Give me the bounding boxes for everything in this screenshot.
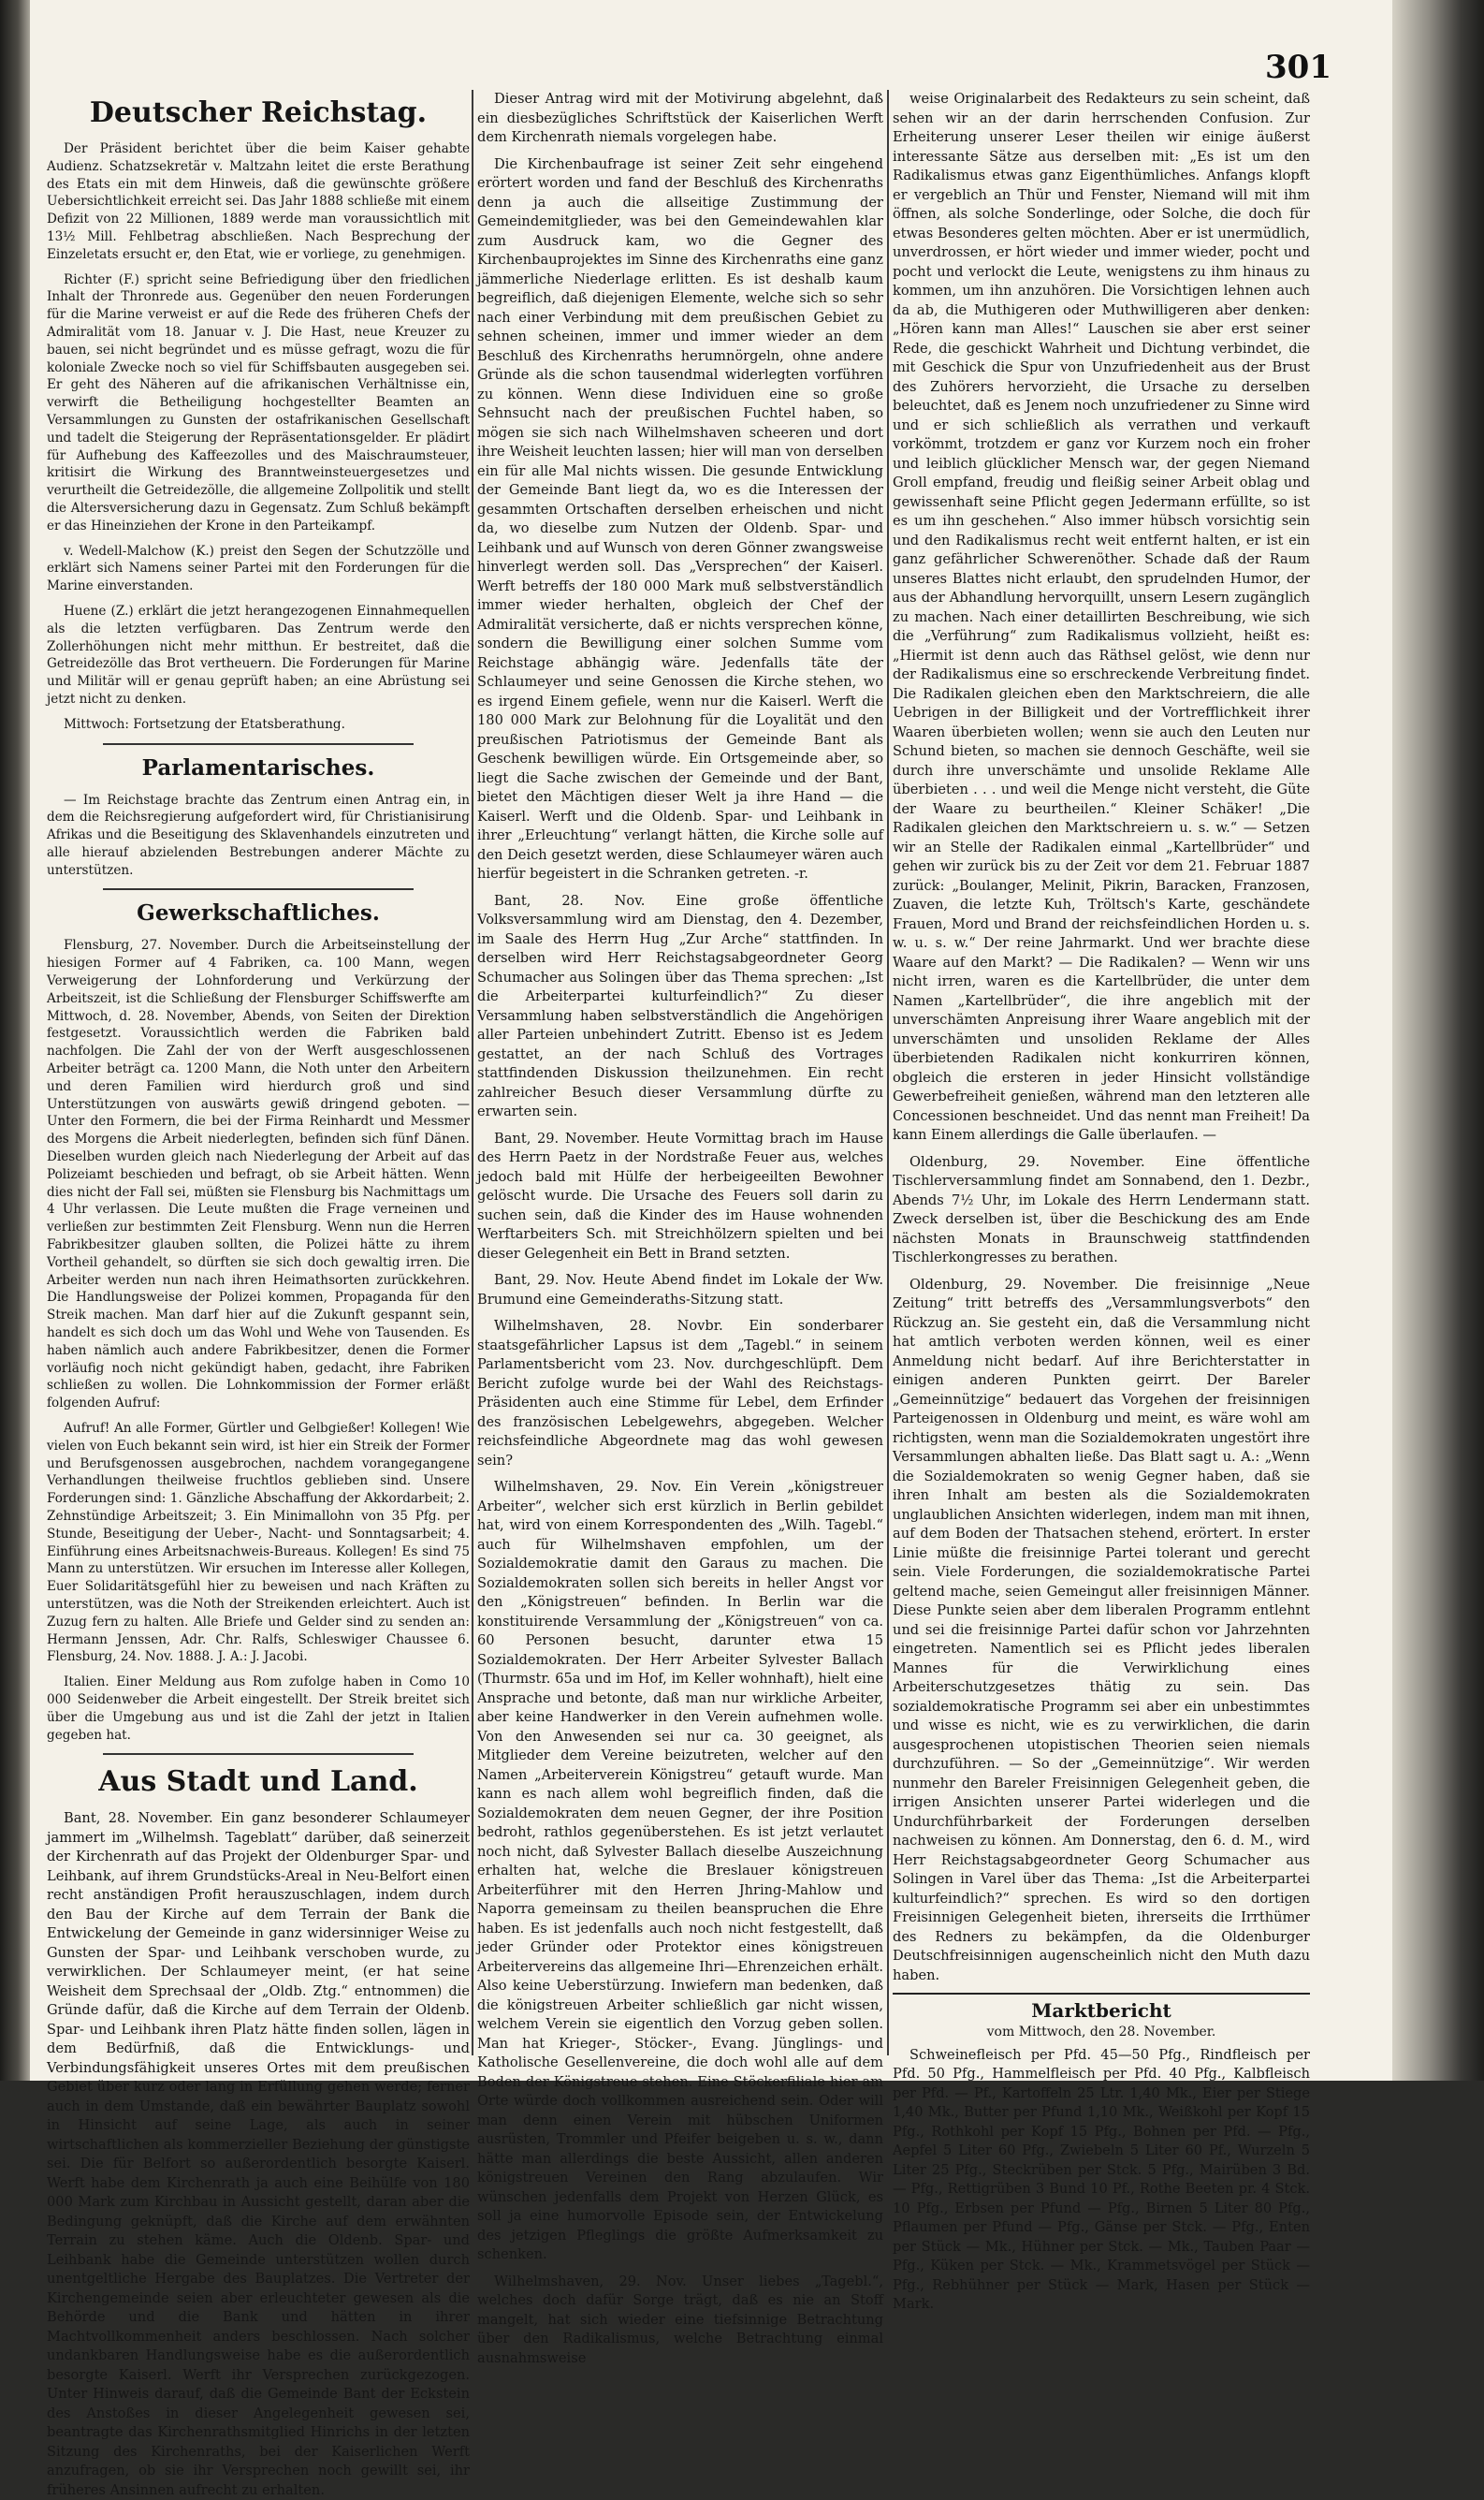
article-paragraph: — Im Reichstage brachte das Zentrum einen Antrag ein, in dem die Reichsregierung aufgefordert wird, für Christianisirung Afrikas und die Beseitigung des Sklavenhandels einzutreten und alle hierauf abzielenden Bestrebungen anderer Mächte zu unterstützen. [47,792,470,878]
page-number: 301 [1265,49,1331,86]
binding-shadow [0,0,30,2081]
market-report-heading: Marktbericht [893,1993,1310,2023]
article-paragraph: Huene (Z.) erklärt die jetzt herangezogenen Einnahmequellen als die letzten verfügbaren. Das Zentrum werde den Zollerhöhungen nicht mehr mitthun. Er bestreitet, daß die Getreidezölle das Brot vertheuern. Die Forderungen für Marine und Militär will er genau geprüft haben; an eine Abrüstung sei jetzt nicht zu denken. [47,603,470,707]
page-edge-stack [1392,0,1484,2081]
article-paragraph: Wilhelmshaven, 29. Nov. Unser liebes „Tagebl.“, welches doch dafür Sorge trägt, daß es nie an Stoff mangelt, hat sich wieder eine tiefsinnige Betrachtung über den Radikalismus, welche Betrachtung einmal ausnahmsweise [477,2273,883,2366]
column-3 [893,90,1310,2312]
section-heading-gewerkschaftliches: Gewerkschaftliches. [137,900,380,927]
section-heading-parlamentarisches: Parlamentarisches. [141,754,375,781]
article-paragraph: Flensburg, 27. November. Durch die Arbeitseinstellung der hiesigen Former auf 4 Fabriken, ca. 100 Mann, wegen Verweigerung der Lohnforderung und Verkürzung der Arbeitszeit, ist die Schließung der Flensburger Schiffswerfte am Mittwoch, d. 28. November, Abends, von Seiten der Direktion festgesetzt. Voraussichtlich werden die Fabriken bald nachfolgen. Die Zahl der von der Werft ausgeschlossenen Arbeiter beträgt ca. 1200 Mann, die Noth unter den Arbeitern und deren Familien wird hierdurch groß und sind Unterstützungen von auswärts gewiß dringend geboten. — Unter den Formern, die bei der Firma Reinhardt und Messmer des Morgens die Arbeit niederlegten, befinden sich fünf Dänen. Dieselben wurden gleich nach Niederlegung der Arbeit auf das Polizeiamt beschieden und befragt, ob sie Arbeit hätten. Wenn dies nicht der Fall sei, müßten sie Flensburg bis Nachmittags um 4 Uhr verlassen. Die Leute mußten die Frage verneinen und verließen zur bestimmten Zeit Flensburg. Wenn nun die Herren Fabrikbesitzer glauben sollten, die Polizei hätte zu ihrem Vortheil gehandelt, so dürften sie sich doch gewaltig irren. Die Arbeiter werden nun nach ihren Heimathsorten zurückkehren. Die Handlungsweise der Polizei kommen, Propaganda für den Streik machen. Man darf hier auf die Zukunft gespannt sein, handelt es sich doch um das Wohl und Wehe von Tausenden. Es haben nämlich auch andere Fabrikbesitzer, denen die Former vorläufig noch nicht gekündigt haben, gedacht, ihre Fabriken schließen zu wollen. Die Lohnkommission der Former erläßt folgenden Aufruf: [47,938,470,1411]
article-paragraph: v. Wedell-Malchow (K.) preist den Segen der Schutzzölle und erklärt sich Namens seiner Partei mit den Forderungen für die Marine einverstanden. [47,543,470,594]
article-paragraph: Bant, 28. November. Ein ganz besonderer Schlaumeyer jammert im „Wilhelmsh. Tageblatt“ darüber, daß seinerzeit der Kirchenrath auf das Projekt der Oldenburger Spar- und Leihbank, auf ihrem Grundstücks-Areal in Neu-Belfort einen recht anständigen Profit herauszuschlagen, indem durch den Bau der Kirche auf dem Terrain der Bank die Entwickelung der Gemeinde in ganz widersinniger Weise zu Gunsten der Spar- und Leihbank verschoben wurde, zu verwirklichen. Der Schlaumeyer meint, (er hat seine Weisheit dem Sprechsaal der „Oldb. Ztg.“ entnommen) die Gründe dafür, daß die Kirche auf dem Terrain der Oldenb. Spar- und Leihbank ihren Platz hätte finden sollen, lägen in dem Bedürfniß, daß die Entwicklungs- und Verbindungsfähigkeit unseres Ortes mit dem preußischen Gebiet über kurz oder lang in Erfüllung gehen werde; ferner auch in dem Umstande, daß ein bewährter Bauplatz sowohl in Hinsicht auf seine Lage, als auch in seiner wirtschaftlichen als kommerzieller Beziehung der günstigste sei. Die für Belfort so außerordentlich besorgte Kaiserl. Werft habe dem Kirchenrath ja auch eine Beihülfe von 180 000 Mark zum Kirchbau in Aussicht gestellt, daran aber die Bedingung geknüpft, daß die Kirche auf dem erwähnten Terrain zu stehen käme. Auch die Oldenb. Spar- und Leihbank habe die Gemeinde unterstützen wollen durch unentgeltliche Hergabe des Bauplatzes. Die Vertreter der Kirchengemeinde seien aber erleuchteter gewesen als die Behörde und die Bank und hätten in ihrer Machtvollkommenheit anders beschlossen. Nach solcher undankbaren Handlungsweise habe es die außerordentlich besorgte Kaiserl. Werft ihr Versprechen zurückgezogen. Unter Hinweis darauf, daß die Gemeinde Bant der Eckstein des Anstoßes in dieser Angelegenheit gewesen sei, beantragte das Kirchenrathsmitglied Hinrichs in der letzten Sitzung des Kirchenraths, bei der Kaiserlichen Werft anzufragen, ob sie ihr Versprechen noch gewillt sei, ihr früheres Ansinnen aufrecht zu erhalten. [47,1810,470,2498]
article-paragraph: Oldenburg, 29. November. Die freisinnige „Neue Zeitung“ tritt betreffs des „Versammlungsverbots“ den Rückzug an. Sie gesteht ein, daß die Versammlung nicht hat amtlich verboten werden können, weil es einer Anmeldung nicht bedarf. Auf ihre Berichterstatter in einigen anderen Punkten geirrt. Der Bareler „Gemeinnützige“ bedauert das Vorgehen der freisinnigen Parteigenossen in Oldenburg und meint, es wäre wohl am richtigsten, wenn man die Sozialdemokraten ungestört ihre Versammlungen abhalten ließe. Das Blatt sagt u. A.: „Wenn die Sozialdemokraten so wenig Gegner haben, daß sie ihren Inhalt am besten als die Sozialdemokraten unglaublichen Ansichten widerlegen, indem man mit ihnen, auf dem Boden der Thatsachen stehend, erörtert. In erster Linie müßte die freisinnige Partei tolerant und gerecht sein. Viele Forderungen, die sozialdemokratische Partei geltend mache, seien Gemeingut aller freisinnigen Männer. Diese Punkte seien aber dem liberalen Programm entlehnt und sei die freisinnige Partei dafür schon vor Jahrzehnten eingetreten. Namentlich sei es Pflicht jedes liberalen Mannes für die Verwirklichung eines Arbeiterschutzgesetzes thätig zu sein. Das sozialdemokratische Programm sei aber ein unbestimmtes und wisse es nicht, wie es zu verwirklichen, die darin ausgesprochenen utopistischen Theorien seien niemals durchzuführen. — So der „Gemeinnützige“. Wir werden nunmehr den Bareler Freisinnigen Gelegenheit geben, die irrigen Ansichten unserer Partei widerlegen und die Undurchführbarkeit der Forderungen derselben nachweisen zu können. Am Donnerstag, den 6. d. M., wird Herr Reichstagsabgeordneter Georg Schumacher aus Solingen in Varel über das Thema: „Ist die Arbeiterpartei kulturfeindlich?“ sprechen. Es wird so den dortigen Freisinnigen Gelegenheit bieten, ihrerseits die Irrthümer des Redners zu bekämpfen, da die Oldenburger Deutschfreisinnigen augenscheinlich nicht den Muth dazu haben. [893,1276,1310,1983]
article-paragraph: Wilhelmshaven, 28. Novbr. Ein sonderbarer staatsgefährlicher Lapsus ist dem „Tagebl.“ in seinem Parlamentsbericht vom 23. Nov. durchgeschlüpft. Dem Bericht zufolge wurde bei der Wahl des Reichstags-Präsidenten auch eine Stimme für Lebel, dem Erfinder des französischen Lebelgewehrs, abgegeben. Welcher reichsfeindliche Abgeordnete mag das wohl gewesen sein? [477,1318,883,1469]
article-paragraph: Bant, 29. November. Heute Vormittag brach im Hause des Herrn Paetz in der Nordstraße Feuer aus, welches jedoch bald mit Hülfe der herbeigeeilten Bewohner gelöscht wurde. Die Ursache des Feuers soll darin zu suchen sein, daß die Kinder des im Hause wohnenden Werftarbeiters Sch. mit Streichhölzern spielten und bei dieser Gelegenheit ein Bett in Brand setzten. [477,1130,883,1262]
article-paragraph: Der Präsident berichtet über die beim Kaiser gehabte Audienz. Schatzsekretär v. Maltzahn leitet die erste Berathung des Etats ein mit dem Hinweis, daß die gewünschte größere Uebersichtlichkeit erreicht sei. Das Jahr 1888 schließe mit einem Defizit von 22 Millionen, 1889 werde man voraussichtlich mit 13½ Mill. Fehlbetrag abschließen. Nach Besprechung der Einzeletats ersucht er, den Etat, wie er vorliege, zu genehmigen. [47,141,470,262]
column-2 [477,90,883,2366]
article-paragraph: Italien. Einer Meldung aus Rom zufolge haben in Como 10 000 Seidenweber die Arbeit eingestellt. Der Streik breitet sich über die Umgebung aus und ist die Zahl der jetzt in Italien gegeben hat. [47,1674,470,1743]
article-paragraph: Oldenburg, 29. November. Eine öffentliche Tischlerversammlung findet am Sonnabend, den 1. Dezbr., Abends 7½ Uhr, im Lokale des Herrn Lendermann statt. Zweck derselben ist, über die Beschickung des am Ende nächsten Monats in Braunschweig stattfindenden Tischlerkongresses zu berathen. [893,1153,1310,1265]
article-paragraph: Richter (F.) spricht seine Befriedigung über den friedlichen Inhalt der Thronrede aus. Gegenüber den neuen Forderungen für die Marine verweist er auf die Rede des früheren Chefs der Admiralität vom 18. Januar v. J. Die Hast, neue Kreuzer zu bauen, sei nicht begründet und es müsse gefragt, wozu die für koloniale Zwecke noch so viel für Schiffsbauten ausgegeben sei. Er geht des Näheren auf die afrikanischen Verhältnisse ein, verwirft die Betheiligung hochgestellter Beamten an Versammlungen zu Gunsten der ostafrikanischen Gesellschaft und tadelt die Steigerung der Repräsentationsgelder. Er plädirt für Aufhebung des Kaffeezolles und des Maischraumsteuer, kritisirt die Wirkung des Branntweinsteuergesetzes und verurtheilt die Getreidezölle, die allgemeine Zollpolitik und stellt die Altersversicherung dazu in Gegensatz. Zum Schluß bekämpft er das Hineinziehen der Krone in den Parteikampf. [47,271,470,534]
section-divider [103,1753,414,1755]
article-paragraph: Wilhelmshaven, 29. Nov. Ein Verein „königstreuer Arbeiter“, welcher sich erst kürzlich in Berlin gebildet hat, wird von einem Korrespondenten des „Wilh. Tagebl.“ auch für Wilhelmshaven empfohlen, um der Sozialdemokratie damit den Garaus zu machen. Die Sozialdemokraten sollen sich bereits in heller Angst vor den „Königstreuen“ befinden. In Berlin war die konstituirende Versammlung der „Königstreuen“ von ca. 60 Personen besucht, darunter etwa 15 Sozialdemokraten. Der Herr Arbeiter Sylvester Ballach (Thurmstr. 65a und im Hof, im Keller wohnhaft), hielt eine Ansprache und betonte, daß man nur wirkliche Arbeiter, aber keine Handwerker in den Verein aufnehmen wolle. Von den Anwesenden sei nur ca. 30 geeignet, als Mitglieder dem Vereine beizutreten, welcher auf den Namen „Arbeiterverein Königstreu“ getauft wurde. Man kann es nach allem wohl begreiflich finden, daß die Sozialdemokraten dem neuen Gegner, der ihre Position bedroht, rathlos gegenüberstehen. Es ist jetzt verlautet noch nicht, daß Sylvester Ballach dieselbe Auszeichnung erhalten hat, welche die Breslauer königstreuen Arbeiterführer mit den Herren Jhring-Mahlow und Naporra gemeinsam zu theilen beanspruchen die Ehre haben. Es ist jedenfalls auch noch nicht festgestellt, daß jeder Gründer oder Protektor eines königstreuen Arbeitervereins das allgemeine Ihri—Ehrenzeichen erhält. Also keine Ueberstürzung. Inwiefern man bedenken, daß die königstreuen Arbeiter schließlich gar nicht wissen, welchem Verein sie eigentlich den Vorzug geben sollen. Man hat Krieger-, Stöcker-, Evang. Jünglings- und Katholische Gesellenvereine, die doch wohl alle auf dem Boden der Königstreue stehen. Eine Stöckerfiliale hier am Orte würde doch vollkommen ausreichend sein. Oder will man denn einen Verein mit hübschen Uniformen ausrüsten, Trommler und Pfeifer beigeben u. s. w., dann hätte man allerdings die beste Aussicht, allen anderen königstreuen Vereinen den Rang abzulaufen. Wir wünschen jedenfalls dem Projekt von Herzen Glück, es soll ja eine humorvolle Episode sein, der Entwickelung des jetzigen Pfleglings die größte Aufmerksamkeit zu schenken. [477,1479,883,2262]
article-paragraph: Mittwoch: Fortsetzung der Etatsberathung. [64,716,345,732]
section-heading-reichstag: Deutscher Reichstag. [89,96,428,129]
section-divider [103,888,414,890]
column-rule-2 [887,90,889,2055]
section-heading-stadt-und-land: Aus Stadt und Land. [98,1765,418,1799]
market-report-date: vom Mittwoch, den 28. November. [986,2025,1216,2039]
article-paragraph: weise Originalarbeit des Redakteurs zu sein scheint, daß sehen wir an der darin herrschenden Confusion. Zur Erheiterung unserer Leser theilen wir einige äußerst interessante Sätze aus derselben mit: „Es ist um den Radikalismus etwas ganz Eigenthümliches. Anfangs klopft er vergeblich an Thür und Fenster, Niemand will mit ihm öffnen, als solche Sonderlinge, oder Solche, die doch für etwas Besonderes gelten möchten. Aber er ist unermüdlich, unverdrossen, er hört wieder und immer wieder, pocht und pocht und verlockt die Leute, wenigstens zu ihm hinaus zu kommen, um ihn anzuhören. Die Vorsichtigen lehnen auch da ab, die Muthigeren oder Muthwilligeren aber denken: „Hören kann man Alles!“ Lauschen sie aber erst seiner Rede, die geschickt Wahrheit und Dichtung verbindet, die mit Geschick die Spur von Unzufriedenheit aus der Brust des Zuhörers hervorzieht, die Ursache zu derselben beleuchtet, daß es Jenem noch unzufriedener zu Sinne wird und er sich schließlich als verrathen und verkauft vorkömmt, trotzdem er ganz vor Kurzem noch ein froher und leiblich glücklicher Mensch war, der gegen Niemand Groll empfand, freudig und fleißig seiner Arbeit oblag und gewissenhaft seine Pflicht gegen Jedermann erfüllte, so ist es um ihn geschehen.“ Also immer hübsch vorsichtig sein und den Radikalismus recht weit entfernt halten, er ist ein ganz gefährlicher Schwerenöther. Schade daß der Raum unseres Blattes nicht erlaubt, den sprudelnden Humor, der aus der Abhandlung hervorquillt, unsern Lesern zugänglich zu machen. Nach einer detaillirten Beschreibung, wie sich die „Verführung“ zum Radikalismus vollzieht, heißt es: „Hiermit ist denn auch das Räthsel gelöst, wie denn nur der Radikalismus eine so erschreckende Verbreitung findet. Die Radikalen gleichen eben den Marktschreiern, die alle Uebrigen in der Billigkeit und der Vortrefflichkeit ihrer Waaren überbieten wollen; wenn sie auch den Leuten nur Schund bieten, so machen sie dennoch Geschäfte, weil sie durch ihre unverschämte und unsolide Reklame Alle überbieten . . . und weil die Menge nicht versteht, die Güte der Waare zu beurtheilen.“ Kleiner Schäker! „Die Radikalen gleichen den Marktschreiern u. s. w.“ — Setzen wir an Stelle der Radikalen einmal „Kartellbrüder“ und gehen wir zurück bis zu der Zeit vor dem 21. Februar 1887 zurück: „Boulanger, Melinit, Pikrin, Baracken, Franzosen, Zuaven, die letzte Kuh, Tröltsch's Karte, geschändete Frauen, Mord und Brand der reichsfeindlichen Horden u. s. w. u. s. w.“ Der reine Jahrmarkt. Und wer brachte diese Waare auf den Markt? — Die Radikalen? — Wenn wir uns nicht irren, waren es die Kartellbrüder, die unter dem Namen „Kartellbrüder“, die ihre angeblich mit der unverschämten Anpreisung ihrer Waare angeblich mit der unverschämten und unsoliden Reklame der Alles überbietenden Radikalen nicht konkurriren können, obgleich die ersteren in jeder Hinsicht vollständige Gewerbefreiheit genießen, während man den letzteren alle Concessionen beschneidet. Und das nennt man Freiheit! Da kann Einem allerdings die Galle überlaufen. — [893,91,1310,1143]
column-rule-1 [472,90,473,2055]
column-1 [47,90,470,2498]
market-report-body: Schweinefleisch per Pfd. 45—50 Pfg., Rindfleisch per Pfd. 50 Pfg., Hammelfleisch per Pfd. 40 Pfg., Kalbfleisch per Pfd. — Pf., Kartoffeln 25 Ltr. 1,40 Mk., Eier per Stiege 1,40 Mk., Butter per Pfund 1,10 Mk., Weißkohl per Kopf 15 Pfg., Rothkohl per Kopf 15 Pfg., Bohnen per Pfd. — Pfg., Aepfel 5 Liter 60 Pfg., Zwiebeln 5 Liter 60 Pf., Wurzeln 5 Liter 25 Pfg., Steckrüben per Stck. 5 Pfg., Mairüben 3 Bd. — Pfg., Rettigrüben 3 Bund 10 Pf., Rothe Beeten pr. 4 Stck. 10 Pfg., Erbsen per Pfund — Pfg., Birnen 5 Liter 80 Pfg., Pflaumen per Pfund — Pfg., Gänse per Stck. — Pfg., Enten per Stück — Mk., Hühner per Stck. — Mk., Tauben Paar — Pfg., Küken per Stck. — Mk., Krammetsvögel per Stück — Pfg., Rebhühner per Stück — Mark, Hasen per Stück — Mark. [893,2046,1310,2312]
article-paragraph: Aufruf! An alle Former, Gürtler und Gelbgießer! Kollegen! Wie vielen von Euch bekannt sein wird, ist hier ein Streik der Former und Berufsgenossen ausgebrochen, nachdem vorangegangene Verhandlungen theilweise fruchtlos geblieben sind. Unsere Forderungen sind: 1. Gänzliche Abschaffung der Akkordarbeit; 2. Zehnstündige Arbeitszeit; 3. Ein Minimallohn von 35 Pfg. per Stunde, Beseitigung der Ueber-, Nacht- und Sonntagsarbeit; 4. Einführung eines Arbeitsnachweis-Bureaus. Kollegen! Es sind 75 Mann zu unterstützen. Wir ersuchen im Interesse aller Kollegen, Euer Solidaritätsgefühl hier zu beweisen und nach Kräften zu unterstützen, was die Noth der Streikenden erleichtert. Auch ist Zuzug fern zu halten. Alle Briefe und Gelder sind zu senden an: Hermann Jenssen, Adr. Chr. Ralfs, Schleswiger Chaussee 6. Flensburg, 24. Nov. 1888. J. A.: J. Jacobi. [47,1421,470,1665]
article-paragraph: Bant, 29. Nov. Heute Abend findet im Lokale der Ww. Brumund eine Gemeinderaths-Sitzung statt. [477,1272,883,1308]
article-paragraph: Dieser Antrag wird mit der Motivirung abgelehnt, daß ein diesbezügliches Schriftstück der Kaiserlichen Werft dem Kirchenrath niemals vorgelegen habe. [477,91,883,145]
section-divider [103,743,414,745]
article-paragraph: Die Kirchenbaufrage ist seiner Zeit sehr eingehend erörtert worden und fand der Beschluß des Kirchenraths denn ja auch die allseitige Zustimmung der Gemeindemitglieder, was bei den Gemeindewahlen klar zum Ausdruck kam, wo die Gegner des Kirchenbauprojektes im Sinne des Kirchenraths eine ganz jämmerliche Niederlage erlitten. Es ist deshalb kaum begreiflich, daß diejenigen Elemente, welche sich so sehr nach einer Verbindung mit dem preußischen Gebiet zu sehnen scheinen, immer und immer wieder an dem Beschluß des Kirchenraths herumnörgeln, ohne andere Gründe als die schon tausendmal widerlegten vorführen zu können. Wenn diese Individuen eine so große Sehnsucht nach der preußischen Fuchtel haben, so mögen sie sich nach Wilhelmshaven scheeren und dort ihre Weisheit leuchten lassen; hier will man von derselben ein für alle Mal nichts wissen. Die gesunde Entwicklung der Gemeinde Bant liegt da, wo es die Interessen der gesammten Ortschaften derselben erheischen und nicht da, wo dieselbe zum Nutzen der Oldenb. Spar- und Leihbank und auf Wunsch von deren Gönner zwangsweise hinverlegt werden soll. Das „Versprechen“ der Kaiserl. Werft betreffs der 180 000 Mark muß selbstverständlich immer wieder herhalten, obgleich der Chef der Admiralität versicherte, daß er nichts versprechen könne, sondern die Bewilligung einer solchen Summe vom Reichstage abhängig wäre. Jedenfalls täte der Schlaumeyer und seine Genossen die Kirche stehen, wo es irgend Einem gefiele, wenn nur die Kaiserl. Werft die 180 000 Mark zur Belohnung für die Loyalität und den preußischen Patriotismus der Gemeinde Bant als Geschenk bewilligen würde. Ein Ortsgemeinde aber, so liegt die Sache zwischen der Gemeinde und der Bant, bietet den Mächtigen dieser Welt ja ihre Hand — die Kaiserl. Werft und die Oldenb. Spar- und Leihbank in ihrer „Erleuchtung“ verlangt hätten, die Kirche solle auf den Deich gesetzt werden, diese Schlaumeyer wären auch hierfür begeistert in die Schranken getreten. -r. [477,155,883,882]
article-paragraph: Bant, 28. Nov. Eine große öffentliche Volksversammlung wird am Dienstag, den 4. Dezember, im Saale des Herrn Hug „Zur Arche“ stattfinden. In derselben wird Herr Reichstagsabgeordneter Georg Schumacher aus Solingen über das Thema sprechen: „Ist die Arbeiterpartei kulturfeindlich?“ Zu dieser Versammlung haben selbstverständlich die Angehörigen aller Parteien unbehindert Zutritt. Ebenso ist es Jedem gestattet, an der nach Schluß des Vortrages stattfindenden Diskussion theilzunehmen. Ein recht zahlreicher Besuch dieser Versammlung dürfte zu erwarten sein. [477,892,883,1119]
